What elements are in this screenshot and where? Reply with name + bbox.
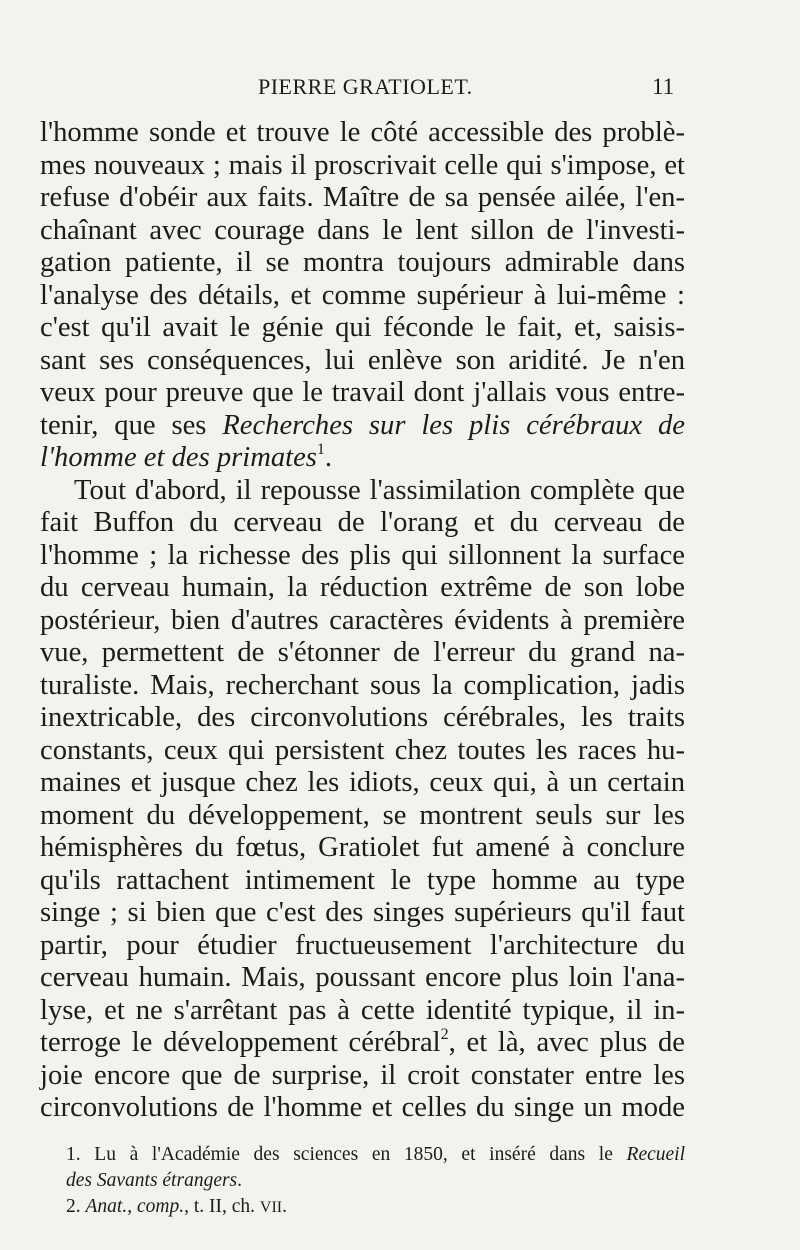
text-line: moment du développement, se montrent seuls sur les [40, 799, 685, 831]
footnotes [40, 1142, 685, 1221]
running-title: PIERRE GRATIOLET. [258, 74, 473, 99]
text-line: turaliste. Mais, recherchant sous la complication, jadis [40, 669, 685, 701]
text-line: chaînant avec courage dans le lent sillon de l'investi- [40, 214, 685, 246]
text-line [40, 442, 685, 475]
text-segment: , et là, avec plus de [448, 1027, 685, 1058]
text-line: circonvolutions de l'homme et celles du singe un mode [40, 1092, 685, 1123]
footnote-chapter: VII [259, 1199, 283, 1216]
text-line: joie encore que de surprise, il croit constater entre les [40, 1059, 685, 1091]
text-line: singe ; si bien que c'est des singes supérieurs qu'il faut [40, 897, 685, 928]
text-line: l'homme sonde et trouve le côté accessible des problè- [40, 117, 685, 148]
text-line: l'analyse des détails, et comme supérieur à lui-même : [40, 279, 685, 311]
page-header [0, 72, 800, 108]
text-segment: terroge le développement cérébral [40, 1027, 441, 1058]
text-line: veux pour preuve que le travail dont j'allais vous entre- [40, 377, 685, 408]
footnote-italic: Anat., comp. [85, 1196, 185, 1217]
footnote-text: . [237, 1170, 243, 1191]
footnote-text: 1. Lu à l'Académie des sciences en 1850, et inséré dans le [66, 1144, 627, 1165]
footnote-text: . [282, 1196, 287, 1217]
text-line: qu'ils rattachent intimement le type homme au type [40, 864, 685, 896]
text-line: refuse d'obéir aux faits. Maître de sa pensée ailée, l'en- [40, 182, 685, 213]
text-line: l'homme ; la richesse des plis qui sillonnent la surface [40, 539, 685, 571]
footnote-ref: 1 [316, 441, 325, 458]
text-line: Tout d'abord, il repousse l'assimilation complète que [74, 474, 685, 506]
text-line: sant ses conséquences, lui enlève son aridité. Je n'en [40, 344, 685, 376]
text-line: cerveau humain. Mais, poussant encore plus loin l'ana- [40, 962, 685, 993]
text-line: postérieur, bien d'autres caractères évidents à première [40, 604, 685, 636]
footnote-text: 2. [66, 1196, 86, 1217]
text-line: constants, ceux qui persistent chez toutes les races hu- [40, 734, 685, 766]
footnote-italic: Recueil [626, 1144, 685, 1165]
footnote-ref: 2 [440, 1026, 449, 1043]
book-title-italic: l'homme et des primates [40, 442, 317, 473]
text-segment: . [324, 442, 333, 473]
footnote-2 [40, 1194, 685, 1221]
text-segment: tenir, que ses [40, 409, 223, 441]
body-text [40, 117, 685, 1125]
text-line: hémisphères du fœtus, Gratiolet fut amené à conclure [40, 832, 685, 863]
text-line [40, 1027, 685, 1060]
text-line: maines et jusque chez les idiots, ceux qui, à un certain [40, 767, 685, 798]
book-title-italic: Recherches sur les plis cérébraux de [222, 409, 685, 441]
text-line: partir, pour étudier fructueusement l'architecture du [40, 929, 685, 961]
text-line: fait Buffon du cerveau de l'orang et du cerveau de [40, 507, 685, 538]
text-line: inextricable, des circonvolutions cérébrales, les traits [40, 702, 685, 733]
footnote-1 [40, 1142, 685, 1168]
text-line: vue, permettent de s'étonner de l'erreur du grand na- [40, 637, 685, 668]
footnote-1-continued [40, 1168, 685, 1194]
text-line: lyse, et ne s'arrêtant pas à cette identité typique, il in- [40, 994, 685, 1026]
text-line [40, 410, 685, 443]
page-number: 11 [652, 74, 675, 99]
text-line: c'est qu'il avait le génie qui féconde le fait, et, saisis- [40, 312, 685, 343]
text-line: gation patiente, il se montra toujours admirable dans [40, 247, 685, 278]
footnote-italic: des Savants étrangers [66, 1170, 238, 1191]
text-line: mes nouveaux ; mais il proscrivait celle qui s'impose, et [40, 149, 685, 181]
footnote-text: , t. II, ch. [184, 1196, 260, 1217]
text-line: du cerveau humain, la réduction extrême de son lobe [40, 572, 685, 603]
